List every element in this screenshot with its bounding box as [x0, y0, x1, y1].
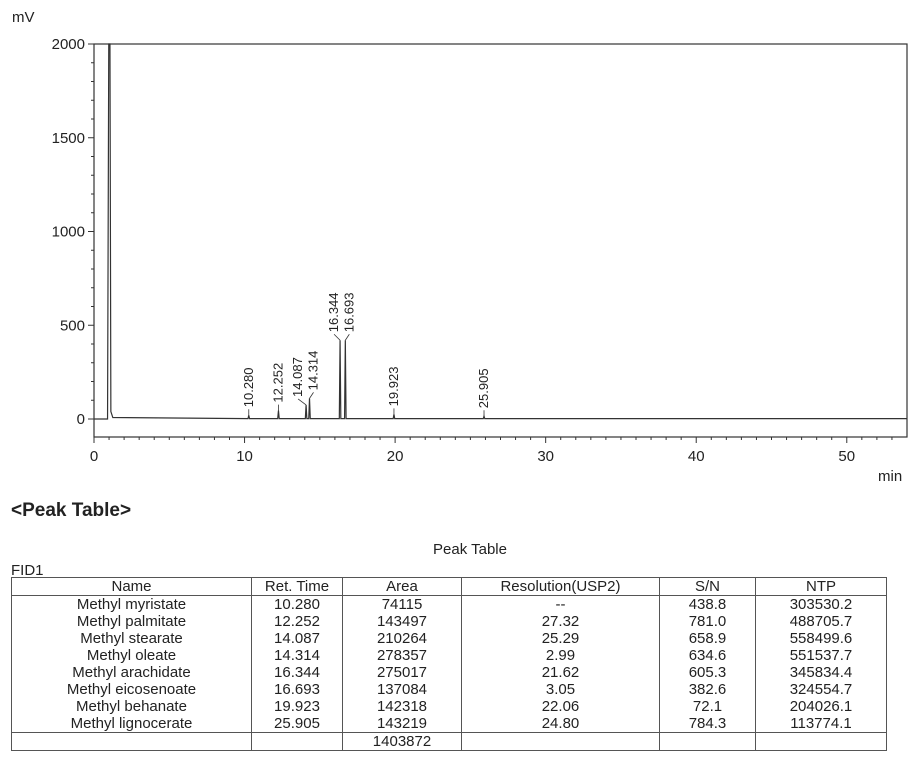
- cell-name: Methyl stearate: [12, 630, 252, 647]
- cell-area: 137084: [343, 681, 462, 698]
- table-row: [12, 630, 887, 647]
- cell-sn: 382.6: [660, 681, 756, 698]
- header-ntp: NTP: [756, 578, 887, 596]
- x-tick-label: 50: [838, 448, 856, 465]
- cell-ret-time: 12.252: [252, 613, 343, 630]
- x-tick-label: 0: [89, 448, 99, 465]
- peak-table-header-row: [12, 578, 887, 596]
- chromatogram-trace: [94, 44, 907, 419]
- cell-resolution: 3.05: [462, 681, 660, 698]
- cell-area: 278357: [343, 647, 462, 664]
- peak-leader-line: [345, 334, 349, 340]
- cell-ret-time: 16.344: [252, 664, 343, 681]
- x-tick-label: 20: [386, 448, 404, 465]
- y-tick-label: 2000: [51, 36, 85, 53]
- cell-ntp: 345834.4: [756, 664, 887, 681]
- cell-resolution: 21.62: [462, 664, 660, 681]
- cell-sn: 784.3: [660, 715, 756, 733]
- peak-label: 19.923: [385, 366, 401, 407]
- table-row: [12, 698, 887, 715]
- cell-sn: 605.3: [660, 664, 756, 681]
- peak-label: 16.344: [326, 292, 342, 333]
- cell-name: Methyl myristate: [12, 596, 252, 614]
- table-row: [12, 613, 887, 630]
- peak-leader-line: [298, 399, 306, 405]
- peak-label: 25.905: [476, 368, 492, 409]
- table-row: [12, 647, 887, 664]
- header-sn: S/N: [660, 578, 756, 596]
- peak-table-caption: Peak Table: [433, 541, 507, 558]
- cell-ret-time: 19.923: [252, 698, 343, 715]
- header-area: Area: [343, 578, 462, 596]
- cell-ntp: 113774.1: [756, 715, 887, 733]
- cell-ntp: 558499.6: [756, 630, 887, 647]
- cell-ret-time: 16.693: [252, 681, 343, 698]
- cell-name: Methyl lignocerate: [12, 715, 252, 733]
- table-row: [12, 596, 887, 614]
- y-tick-label: 500: [59, 317, 85, 335]
- cell-resolution: 25.29: [462, 630, 660, 647]
- peak-leader-line: [310, 392, 314, 398]
- cell-sn: 438.8: [660, 596, 756, 614]
- header-ret-time: Ret. Time: [252, 578, 343, 596]
- x-tick-label: 10: [236, 448, 253, 465]
- cell-area: 275017: [343, 664, 462, 681]
- cell-name: Methyl eicosenoate: [12, 681, 252, 698]
- header-name: Name: [12, 578, 252, 596]
- cell-resolution: 2.99: [462, 647, 660, 664]
- peak-label: 16.693: [341, 292, 357, 333]
- peak-leader-line: [334, 334, 340, 340]
- cell-area: 210264: [343, 630, 462, 647]
- plot-frame: [94, 44, 907, 437]
- cell-sn: 658.9: [660, 630, 756, 647]
- y-axis-label: mV: [12, 9, 35, 26]
- cell-area: 143497: [343, 613, 462, 630]
- cell-resolution: 22.06: [462, 698, 660, 715]
- cell-ntp: 204026.1: [756, 698, 887, 715]
- cell-resolution: 27.32: [462, 613, 660, 630]
- peak-label: 14.314: [305, 350, 321, 391]
- cell-ret-time: 25.905: [252, 715, 343, 733]
- y-tick-label: 1000: [51, 223, 85, 241]
- table-row: [12, 715, 887, 733]
- table-row: [12, 681, 887, 698]
- cell-ret-time: 10.280: [252, 596, 343, 614]
- detector-label: FID1: [11, 562, 44, 579]
- cell-area: 142318: [343, 698, 462, 715]
- peak-label: 12.252: [270, 362, 286, 403]
- cell-area: 143219: [343, 715, 462, 733]
- table-total-row: [12, 733, 887, 751]
- y-tick-label: 1500: [51, 129, 85, 147]
- peak-table: [11, 577, 887, 751]
- x-axis-label: min: [878, 468, 903, 485]
- peak-label: 14.087: [290, 357, 306, 397]
- cell-ntp: 303530.2: [756, 596, 887, 614]
- cell-name: Methyl arachidate: [12, 664, 252, 681]
- cell-area: 74115: [343, 596, 462, 614]
- cell-ntp: 551537.7: [756, 647, 887, 664]
- cell-resolution: 24.80: [462, 715, 660, 733]
- x-tick-label: 40: [687, 448, 705, 465]
- cell-ntp: 324554.7: [756, 681, 887, 698]
- cell-ret-time: 14.314: [252, 647, 343, 664]
- cell-ret-time: 14.087: [252, 630, 343, 647]
- cell-sn: 72.1: [660, 698, 756, 715]
- cell-name: Methyl palmitate: [12, 613, 252, 630]
- peak-label: 10.280: [240, 367, 256, 408]
- cell-name: Methyl oleate: [12, 647, 252, 664]
- y-tick-label: 0: [76, 411, 85, 428]
- cell-ntp: 488705.7: [756, 613, 887, 630]
- table-row: [12, 664, 887, 681]
- peak-table-section-title: <Peak Table>: [11, 500, 132, 521]
- cell-name: Methyl behanate: [12, 698, 252, 715]
- header-resolution: Resolution(USP2): [462, 578, 660, 596]
- cell-sn: 634.6: [660, 647, 756, 664]
- cell-sn: 781.0: [660, 613, 756, 630]
- cell-resolution: --: [462, 596, 660, 614]
- x-tick-label: 30: [537, 448, 555, 465]
- total-area: 1403872: [343, 733, 462, 751]
